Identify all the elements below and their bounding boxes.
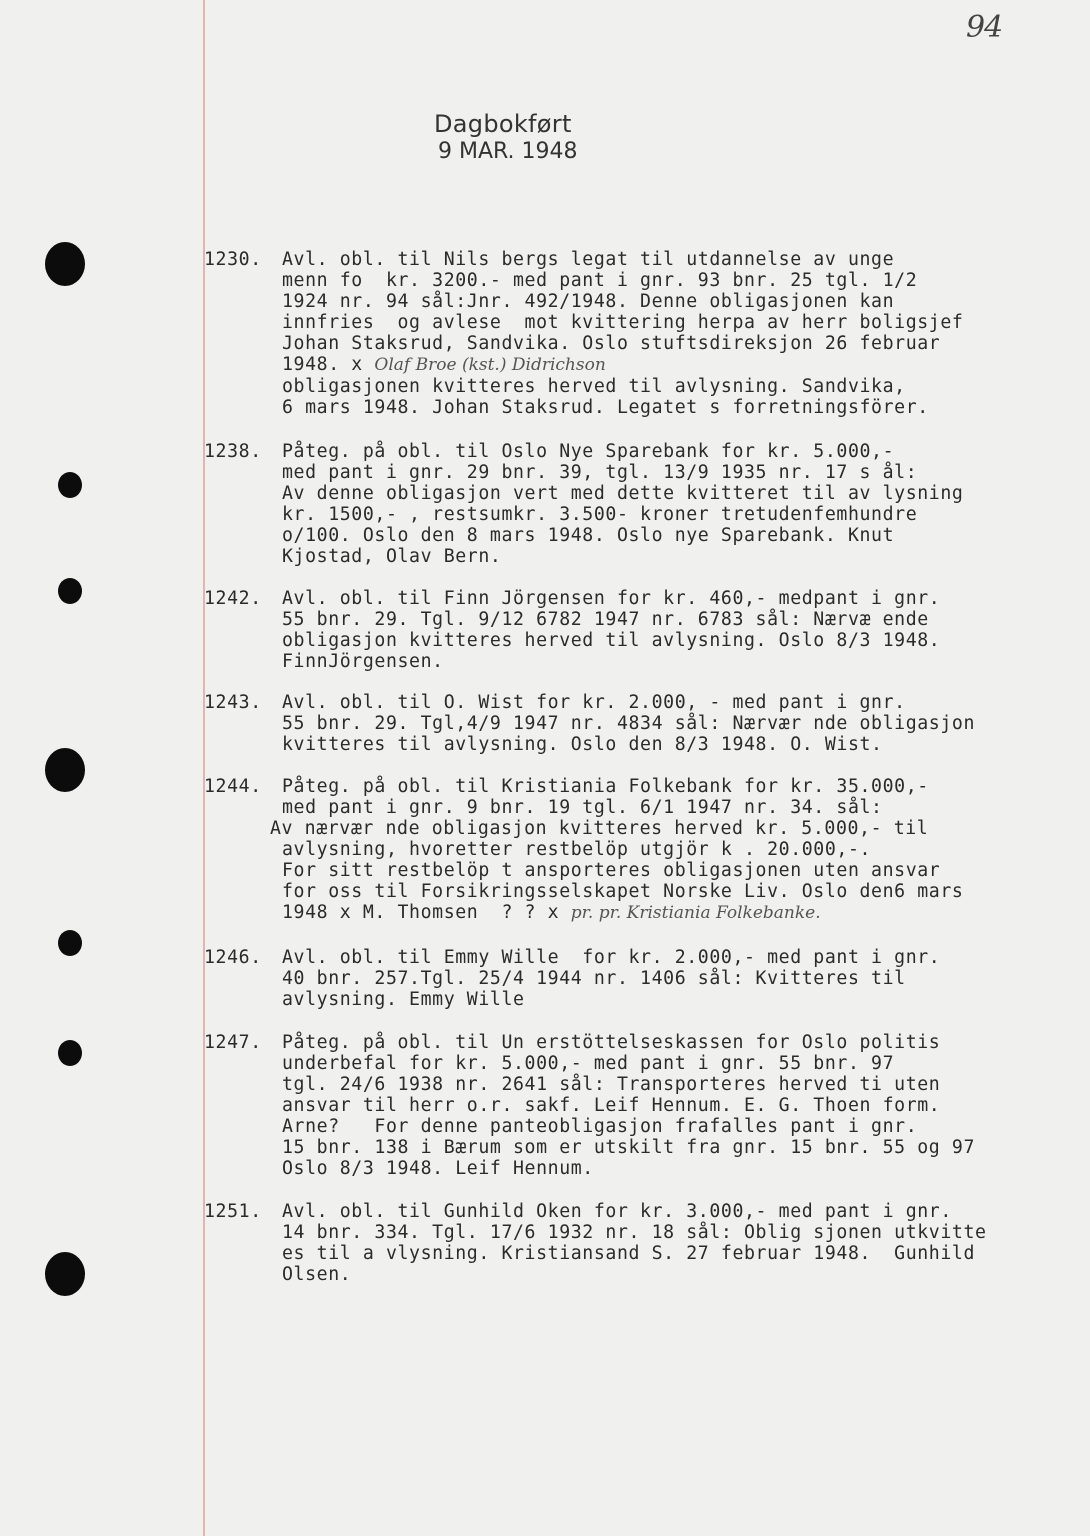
entry-line: Påteg. på obl. til Oslo Nye Sparebank for kr. 5.000,- — [282, 441, 895, 462]
entry-number: 1243. — [204, 692, 262, 713]
entry-line: FinnJörgensen. — [282, 651, 444, 672]
entry-line: Av denne obligasjon vert med dette kvitteret til av lysning — [282, 483, 964, 504]
entry-line: o/100. Oslo den 8 mars 1948. Oslo nye Sparebank. Knut — [282, 525, 895, 546]
entry-number: 1244. — [204, 776, 262, 797]
red-margin-line — [203, 0, 205, 1536]
entry-number: 1251. — [204, 1201, 262, 1222]
entry-number: 1246. — [204, 947, 262, 968]
entry-line: Av nærvær nde obligasjon kvitteres herved kr. 5.000,- til — [270, 818, 929, 839]
binder-hole — [45, 242, 85, 286]
entry-number: 1238. — [204, 441, 262, 462]
entry-line: tgl. 24/6 1938 nr. 2641 sål: Transporteres herved ti uten — [282, 1074, 941, 1095]
entry-line: obligasjon kvitteres herved til avlysning. Oslo 8/3 1948. — [282, 630, 941, 651]
entry-line: obligasjonen kvitteres herved til avlysning. Sandvika, — [282, 376, 906, 397]
entry-line: 6 mars 1948. Johan Staksrud. Legatet s forretningsförer. — [282, 397, 929, 418]
entry-1247 — [204, 1032, 1084, 1179]
entry-line: 55 bnr. 29. Tgl,4/9 1947 nr. 4834 sål: Nærvær nde obligasjon — [282, 713, 975, 734]
entry-line: Påteg. på obl. til Kristiania Folkebank for kr. 35.000,- — [282, 776, 929, 797]
binder-hole — [58, 930, 82, 956]
entry-line: Påteg. på obl. til Un erstöttelseskassen for Oslo politis — [282, 1032, 941, 1053]
entry-1244 — [204, 776, 1084, 924]
entry-line: ansvar til herr o.r. sakf. Leif Hennum. E. G. Thoen form. — [282, 1095, 941, 1116]
entry-line: 55 bnr. 29. Tgl. 9/12 6782 1947 nr. 6783 sål: Nærvæ ende — [282, 609, 929, 630]
entry-line: Avl. obl. til Nils bergs legat til utdannelse av unge — [282, 249, 895, 270]
entry-line: Avl. obl. til Gunhild Oken for kr. 3.000,- med pant i gnr. — [282, 1201, 952, 1222]
binder-hole — [58, 578, 82, 604]
entry-line: med pant i gnr. 9 bnr. 19 tgl. 6/1 1947 nr. 34. sål: — [282, 797, 883, 818]
entry-1238 — [204, 441, 1084, 567]
handwritten-annotation: pr. pr. Kristiania Folkebanke. — [570, 903, 821, 923]
entry-line: avlysning, hvoretter restbelöp utgjör k . 20.000,-. — [282, 839, 872, 860]
entry-line: 15 bnr. 138 i Bærum som er utskilt fra gnr. 15 bnr. 55 og 97 — [282, 1137, 975, 1158]
entry-line: es til a vlysning. Kristiansand S. 27 februar 1948. Gunhild — [282, 1243, 975, 1264]
entry-line: 14 bnr. 334. Tgl. 17/6 1932 nr. 18 sål: Oblig sjonen utkvitte — [282, 1222, 987, 1243]
entry-line: Avl. obl. til Finn Jörgensen for kr. 460,- medpant i gnr. — [282, 588, 941, 609]
entry-line: Olsen. — [282, 1264, 352, 1285]
entry-line: Johan Staksrud, Sandvika. Oslo stuftsdireksjon 26 februar — [282, 333, 941, 354]
entry-line: kr. 1500,- , restsumkr. 3.500- kroner tretudenfemhundre — [282, 504, 918, 525]
date-stamp — [434, 110, 578, 166]
stamp-title: Dagbokført — [434, 110, 572, 138]
entry-line: innfries og avlese mot kvittering herpa av herr boligsjef — [282, 312, 964, 333]
entry-1251 — [204, 1201, 1084, 1285]
binder-hole — [45, 1252, 85, 1296]
entry-line: underbefal for kr. 5.000,- med pant i gnr. 55 bnr. 97 — [282, 1053, 895, 1074]
stamp-date: 9 MAR. 1948 — [438, 139, 578, 164]
entry-line: Avl. obl. til O. Wist for kr. 2.000, - med pant i gnr. — [282, 692, 906, 713]
entry-line: kvitteres til avlysning. Oslo den 8/3 1948. O. Wist. — [282, 734, 883, 755]
entry-line: for oss til Forsikringsselskapet Norske Liv. Oslo den6 mars — [282, 881, 964, 902]
entry-line: 1924 nr. 94 sål:Jnr. 492/1948. Denne obligasjonen kan — [282, 291, 895, 312]
entry-line: 40 bnr. 257.Tgl. 25/4 1944 nr. 1406 sål: Kvitteres til — [282, 968, 906, 989]
entry-line: med pant i gnr. 29 bnr. 39, tgl. 13/9 1935 nr. 17 s ål: — [282, 462, 918, 483]
entry-line: Kjostad, Olav Bern. — [282, 546, 502, 567]
entry-line: menn fo kr. 3200.- med pant i gnr. 93 bnr. 25 tgl. 1/2 — [282, 270, 918, 291]
handwritten-annotation: Olaf Broe (kst.) Didrichson — [374, 355, 606, 375]
entry-1243 — [204, 692, 1084, 755]
entry-1230 — [204, 249, 1084, 418]
entry-line: Arne? For denne panteobligasjon frafalles pant i gnr. — [282, 1116, 918, 1137]
binder-hole — [58, 1040, 82, 1066]
entry-number: 1247. — [204, 1032, 262, 1053]
entry-line: Oslo 8/3 1948. Leif Hennum. — [282, 1158, 594, 1179]
binder-hole — [58, 472, 82, 498]
entry-line: Avl. obl. til Emmy Wille for kr. 2.000,- med pant i gnr. — [282, 947, 941, 968]
entry-1246 — [204, 947, 1084, 1010]
page-number: 94 — [966, 10, 1003, 45]
entry-line: 1948 x M. Thomsen ? ? x — [282, 902, 560, 923]
entry-line: avlysning. Emmy Wille — [282, 989, 525, 1010]
entry-1242 — [204, 588, 1084, 672]
entry-number: 1242. — [204, 588, 262, 609]
entry-line: For sitt restbelöp t ansporteres obligasjonen uten ansvar — [282, 860, 941, 881]
binder-hole — [45, 748, 85, 792]
entry-number: 1230. — [204, 249, 262, 270]
entry-line: 1948. x — [282, 354, 363, 375]
